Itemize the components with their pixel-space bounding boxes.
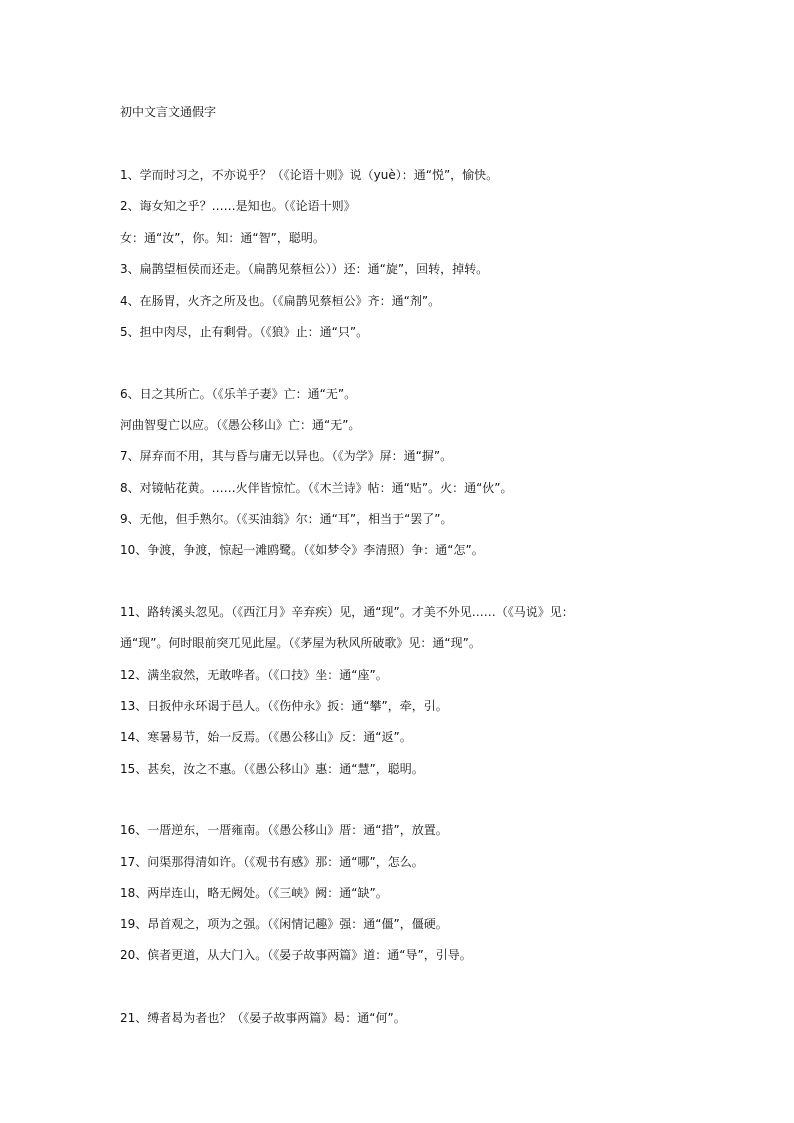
entry-line: 8、对镜帖花黄。……火伴皆惊忙。（《木兰诗》帖：通“贴”。火：通“伙”。 <box>120 481 513 495</box>
entry-line: 9、无他，但手熟尔。（《买油翁》尔：通“耳”，相当于“罢了”。 <box>120 512 453 526</box>
page-title: 初中文言文通假字 <box>120 105 217 119</box>
entry-line: 14、寒暑易节，始一反焉。（《愚公移山》反：通“返”。 <box>120 730 412 744</box>
entry-line: 16、一厝逆东，一厝雍南。（《愚公移山》厝：通“措”，放置。 <box>120 823 448 837</box>
entry-line: 11、路转溪头忽见。（《西江月》辛弃疾）见，通“现”。才美不外见……（《马说》见： <box>120 605 574 619</box>
entry-line: 3、扁鹊望桓侯而还走。（扁鹊见蔡桓公））还：通“旋”，回转，掉转。 <box>120 262 489 276</box>
entry-line: 12、满坐寂然，无敢哗者。（《口技》坐：通“座”。 <box>120 668 388 682</box>
entry-line: 6、日之其所亡。（《乐羊子妻》亡：通“无”。 <box>120 387 357 401</box>
entry-line: 5、担中肉尽，止有剩骨。（《狼》止：通“只”。 <box>120 325 369 339</box>
entry-line: 20、傧者更道，从大门入。（《晏子故事两篇》道：通“导”，引导。 <box>120 948 472 962</box>
entry-line: 15、甚矣，汝之不惠。（《愚公移山》惠：通“慧”，聪明。 <box>120 762 424 776</box>
entry-line: 13、日扳仲永环谒于邑人。（《伤仲永》扳：通“攀”，牵，引。 <box>120 699 448 713</box>
entry-line: 女：通“汝”，你。知：通“智”，聪明。 <box>120 231 325 245</box>
entry-line: 通“现”。何时眼前突兀见此屋。（《茅屋为秋风所破歌》见：通“现”。 <box>120 636 481 650</box>
entry-line: 2、诲女知之乎？……是知也。（《论语十则》 <box>120 199 356 213</box>
entry-line: 7、屏弃而不用，其与昏与庸无以异也。（《为学》屏：通“摒”。 <box>120 449 453 463</box>
entry-line: 4、在肠胃，火齐之所及也。（《扁鹊见蔡桓公》齐：通“剂”。 <box>120 294 441 308</box>
entry-line: 18、两岸连山，略无阙处。（《三峡》阙：通“缺”。 <box>120 886 388 900</box>
entry-line: 19、昂首观之，项为之强。（《闲情记趣》强：通“僵”，僵硬。 <box>120 917 448 931</box>
entry-line: 17、问渠那得清如许。（《观书有感》那：通“哪”，怎么。 <box>120 855 424 869</box>
entry-line: 21、缚者曷为者也？（《晏子故事两篇》曷：通“何”。 <box>120 1011 406 1025</box>
entry-line: 1、学而时习之，不亦说乎？（《论语十则》说（yuè）：通“悦”，愉快。 <box>120 168 499 182</box>
entry-line: 河曲智叟亡以应。（《愚公移山》亡：通“无”。 <box>120 418 361 432</box>
entry-line: 10、争渡，争渡，惊起一滩鸥鹭。（《如梦令》李清照）争：通“怎”。 <box>120 543 484 557</box>
